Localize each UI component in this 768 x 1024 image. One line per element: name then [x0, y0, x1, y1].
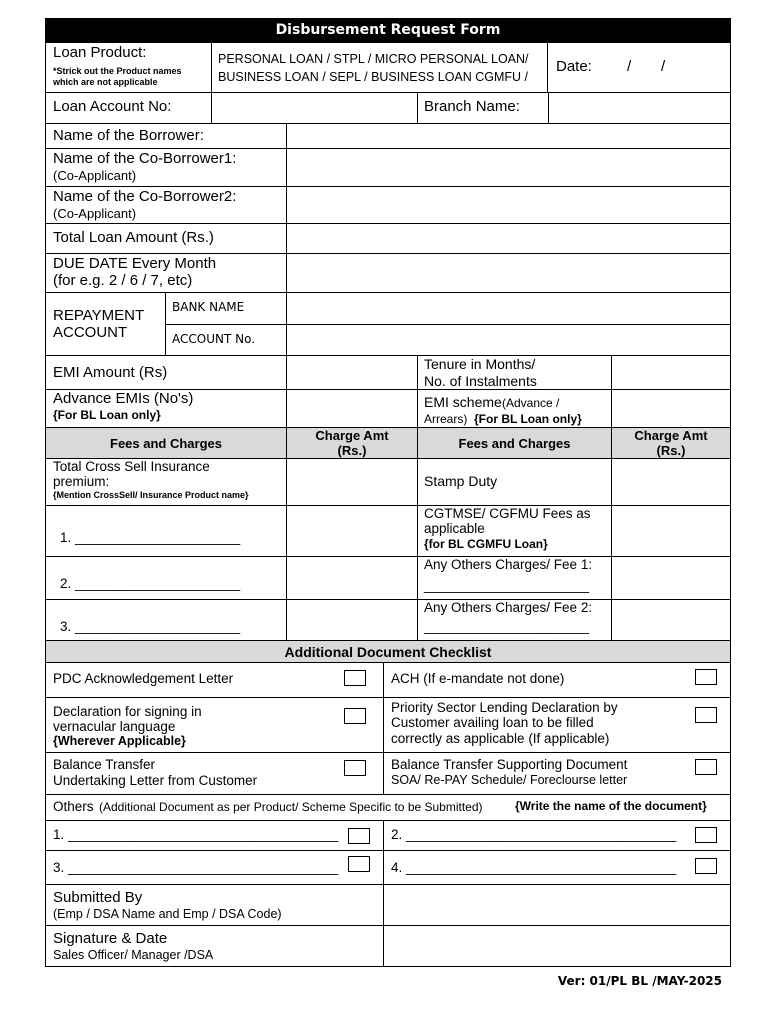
co-borrower2-sub: (Co-Applicant): [53, 206, 137, 221]
ach-checkbox[interactable]: [695, 669, 717, 685]
cgtmse-label-cell: [417, 505, 612, 557]
amt-header-left: [286, 427, 418, 459]
emi-amount-input[interactable]: [286, 355, 418, 390]
other-doc-4-cell[interactable]: [383, 850, 731, 885]
emi-amount-label: EMI Amount (Rs): [53, 364, 168, 381]
other-fee-2-amt[interactable]: [611, 599, 731, 641]
account-no-input[interactable]: [286, 324, 731, 356]
bt-support-label-2: SOA/ Re-PAY Schedule/ Foreclourse letter: [391, 773, 628, 787]
stamp-duty-label: Stamp Duty: [424, 473, 498, 489]
branch-input[interactable]: [548, 92, 731, 124]
tenure-label-2: No. of Instalments: [424, 373, 537, 389]
due-date-label: DUE DATE Every Month: [53, 255, 217, 272]
fees-col-label-right: Fees and Charges: [458, 436, 571, 451]
total-loan-label: Total Loan Amount (Rs.): [53, 229, 214, 246]
others-cell: [45, 794, 731, 821]
loan-account-label: Loan Account No:: [53, 98, 172, 115]
co-borrower2-label-cell: [45, 186, 287, 224]
advance-emi-label-cell: [45, 389, 287, 428]
declaration-label-2: vernacular language: [53, 719, 176, 734]
fees-header-right: [417, 427, 612, 459]
advance-emi-label: Advance EMIs (No's): [53, 390, 194, 407]
pdc-cell: [45, 662, 384, 698]
form-title: Disbursement Request Form: [45, 18, 731, 43]
balance-transfer-cell: [45, 752, 384, 795]
loan-product-options-1: PERSONAL LOAN / STPL / MICRO PERSONAL LOAN/: [218, 52, 529, 66]
fee-item-3-cell[interactable]: [45, 599, 287, 641]
loan-product-note-1: *Strick out the Product names: [53, 66, 182, 76]
psl-label-2: Customer availing loan to be filled: [391, 715, 594, 730]
submitted-by-input[interactable]: [383, 884, 731, 926]
loan-account-label-cell: [45, 92, 212, 124]
repayment-label-cell: [45, 292, 166, 356]
submitted-by-label: Submitted By: [53, 889, 143, 906]
emi-amount-label-cell: [45, 355, 287, 390]
psl-checkbox[interactable]: [695, 707, 717, 723]
co-borrower1-label-cell: [45, 148, 287, 187]
co-borrower1-label: Name of the Co-Borrower1:: [53, 150, 237, 167]
advance-emi-sub: {For BL Loan only}: [53, 408, 161, 422]
loan-product-label-cell: [45, 42, 212, 93]
branch-label-cell: [417, 92, 549, 124]
co-borrower2-input[interactable]: [286, 186, 731, 224]
insurance-note: {Mention CrossSell/ Insurance Product name}: [53, 490, 249, 500]
other-fee-1-blank: ______________________: [424, 578, 590, 593]
pdc-label: PDC Acknowledgement Letter: [53, 671, 234, 686]
fee-item-1-cell[interactable]: [45, 505, 287, 557]
bt-support-checkbox[interactable]: [695, 759, 717, 775]
cgtmse-label-1: CGTMSE/ CGFMU Fees as: [424, 506, 591, 521]
psl-label-1: Priority Sector Lending Declaration by: [391, 700, 618, 715]
insurance-label-2: premium:: [53, 474, 110, 489]
loan-product-options-2: BUSINESS LOAN / SEPL / BUSINESS LOAN CGMFU /: [218, 70, 529, 84]
declaration-label-1: Declaration for signing in: [53, 704, 202, 719]
emi-scheme-input[interactable]: [611, 389, 731, 428]
borrower-label-cell: [45, 123, 287, 149]
submitted-by-sub: (Emp / DSA Name and Emp / DSA Code): [53, 907, 282, 921]
bt-support-label-1: Balance Transfer Supporting Document: [391, 757, 628, 772]
loan-product-label: Loan Product:: [53, 44, 147, 61]
borrower-input[interactable]: [286, 123, 731, 149]
bt-support-cell: [383, 752, 731, 795]
ach-label: ACH (If e-mandate not done): [391, 671, 565, 686]
amt-col-label-right-2: (Rs.): [656, 443, 686, 458]
other-fee-2-blank: ______________________: [424, 619, 590, 634]
fee-item-1: 1. ______________________: [60, 530, 241, 545]
checklist-heading: Additional Document Checklist: [284, 644, 492, 660]
fees-header-left: [45, 427, 287, 459]
other-fee-2-label: Any Others Charges/ Fee 2:: [424, 600, 593, 615]
cgtmse-amt-input[interactable]: [611, 505, 731, 557]
bank-name-label: BANK NAME: [172, 300, 245, 314]
signature-input[interactable]: [383, 925, 731, 967]
other-doc-2-cell[interactable]: [383, 820, 731, 851]
others-note: {Write the name of the document}: [515, 799, 707, 813]
emi-scheme-paren-2: Arrears): [424, 412, 468, 426]
cgtmse-note: {for BL CGMFU Loan}: [424, 537, 548, 551]
insurance-amt-input[interactable]: [286, 458, 418, 506]
date-separator-2: /: [661, 58, 666, 75]
signature-label-cell: [45, 925, 384, 967]
due-date-input[interactable]: [286, 253, 731, 293]
checklist-heading-cell: [45, 640, 731, 663]
other-doc-1-checkbox[interactable]: [348, 828, 370, 844]
other-doc-3: 3. ____________________________________: [53, 860, 339, 875]
others-label: Others: [53, 799, 94, 814]
other-fee-2-cell[interactable]: [417, 599, 612, 641]
other-doc-2: 2. ____________________________________: [391, 827, 677, 842]
version-label: Ver: 01/PL BL /MAY-2025: [557, 974, 722, 988]
co-borrower2-label: Name of the Co-Borrower2:: [53, 188, 237, 205]
other-doc-1-cell[interactable]: [45, 820, 384, 851]
cgtmse-label-2: applicable: [424, 521, 485, 536]
repayment-label-2: ACCOUNT: [53, 324, 128, 341]
psl-label-3: correctly as applicable (If applicable): [391, 731, 610, 746]
submitted-by-label-cell: [45, 884, 384, 926]
amt-col-label-left-2: (Rs.): [337, 443, 367, 458]
date-field[interactable]: [547, 42, 731, 93]
declaration-cell: [45, 697, 384, 753]
ach-cell: [383, 662, 731, 698]
tenure-label-cell: [417, 355, 612, 390]
borrower-label: Name of the Borrower:: [53, 127, 204, 144]
signature-sub: Sales Officer/ Manager /DSA: [53, 948, 214, 962]
co-borrower1-sub: (Co-Applicant): [53, 168, 137, 183]
tenure-input[interactable]: [611, 355, 731, 390]
declaration-checkbox[interactable]: [344, 708, 366, 724]
fee-item-3-amt[interactable]: [286, 599, 418, 641]
due-date-label-cell: [45, 253, 287, 293]
loan-product-note-2: which are not applicable: [53, 77, 158, 87]
declaration-note: {Wherever Applicable}: [53, 734, 186, 748]
insurance-label-cell: [45, 458, 287, 506]
balance-transfer-checkbox[interactable]: [344, 760, 366, 776]
fee-item-2-amt[interactable]: [286, 556, 418, 600]
other-doc-3-checkbox[interactable]: [348, 856, 370, 872]
emi-scheme-bl: {For BL Loan only}: [474, 412, 582, 426]
stamp-duty-amt-input[interactable]: [611, 458, 731, 506]
psl-cell: [383, 697, 731, 753]
fee-item-1-amt[interactable]: [286, 505, 418, 557]
insurance-label-1: Total Cross Sell Insurance: [53, 459, 210, 474]
balance-transfer-label-2: Undertaking Letter from Customer: [53, 773, 258, 788]
account-no-label-cell: [165, 324, 287, 356]
bank-name-label-cell: [165, 292, 287, 325]
fees-col-label-left: Fees and Charges: [110, 436, 222, 451]
signature-label: Signature & Date: [53, 930, 168, 947]
branch-label: Branch Name:: [424, 98, 520, 115]
other-doc-1: 1. ____________________________________: [53, 827, 339, 842]
amt-col-label-left-1: Charge Amt: [315, 428, 389, 443]
other-fee-1-amt[interactable]: [611, 556, 731, 600]
stamp-duty-label-cell: [417, 458, 612, 506]
fee-item-2: 2. ______________________: [60, 576, 241, 591]
others-paren: (Additional Document as per Product/ Scheme Specific to be Submitted): [99, 800, 483, 814]
pdc-checkbox[interactable]: [344, 670, 366, 686]
tenure-label-1: Tenure in Months/: [424, 356, 536, 372]
fee-item-3: 3. ______________________: [60, 619, 241, 634]
account-no-label: ACCOUNT No.: [172, 332, 256, 346]
date-label: Date:: [556, 58, 592, 75]
loan-product-options[interactable]: [211, 42, 548, 93]
repayment-label-1: REPAYMENT: [53, 307, 145, 324]
total-loan-input[interactable]: [286, 223, 731, 254]
amt-header-right: [611, 427, 731, 459]
due-date-sub: (for e.g. 2 / 6 / 7, etc): [53, 272, 193, 289]
other-doc-3-cell[interactable]: [45, 850, 384, 885]
fee-item-2-cell[interactable]: [45, 556, 287, 600]
balance-transfer-label-1: Balance Transfer: [53, 757, 156, 772]
other-fee-1-label: Any Others Charges/ Fee 1:: [424, 557, 593, 572]
date-separator-1: /: [627, 58, 632, 75]
total-loan-label-cell: [45, 223, 287, 254]
other-fee-1-cell[interactable]: [417, 556, 612, 600]
loan-account-input[interactable]: [211, 92, 418, 124]
emi-scheme-paren-1: (Advance /: [502, 396, 560, 410]
amt-col-label-right-1: Charge Amt: [634, 428, 708, 443]
other-doc-4-checkbox[interactable]: [695, 858, 717, 874]
other-doc-2-checkbox[interactable]: [695, 827, 717, 843]
bank-name-input[interactable]: [286, 292, 731, 325]
co-borrower1-input[interactable]: [286, 148, 731, 187]
other-doc-4: 4. ____________________________________: [391, 860, 677, 875]
emi-scheme-label: EMI scheme: [424, 394, 502, 410]
emi-scheme-label-cell: [417, 389, 612, 428]
advance-emi-input[interactable]: [286, 389, 418, 428]
